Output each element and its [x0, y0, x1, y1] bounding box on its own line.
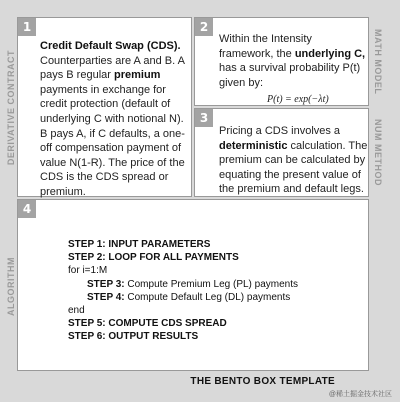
step-5: STEP 5: COMPUTE CDS SPREAD: [68, 318, 227, 330]
step-1: STEP 1: INPUT PARAMETERS: [68, 239, 211, 250]
side-label-derivative-contract: DERIVATIVE CONTRACT: [6, 50, 16, 166]
box1-line: payments in exchange for: [40, 83, 166, 96]
box3-line: deterministic calculation. The: [219, 139, 368, 152]
box3-line: Pricing a CDS involves a: [219, 125, 341, 137]
box1-line: premium.: [40, 185, 86, 198]
box1-title: Credit Default Swap (CDS).: [40, 40, 181, 52]
box1-line: value N(1-R). The price of the: [40, 156, 185, 169]
step-3: STEP 3: Compute Premium Leg (PL) payments: [87, 278, 299, 290]
box-algorithm: [6, 199, 369, 371]
box2-line: has a survival probability P(t): [219, 62, 361, 75]
box-number: 1: [18, 18, 36, 36]
box2-text: [219, 32, 369, 90]
loop-end: end: [68, 305, 85, 317]
box-derivative-contract: [6, 17, 192, 198]
side-label-math-model: MATH MODEL: [373, 28, 383, 95]
algorithm-steps: [68, 238, 358, 344]
box3-line: equating the present value of: [219, 168, 361, 181]
box1-line: Counterparties are A and B. A: [40, 54, 185, 67]
box-number: 3: [195, 109, 213, 127]
step-6: STEP 6: OUTPUT RESULTS: [68, 331, 199, 343]
box-math-model: [194, 17, 369, 106]
survival-probability-formula: P(t) = exp(−λt): [267, 94, 329, 105]
side-label-num-method: NUM METHOD: [373, 119, 383, 186]
box1-line: B pays A, if C defaults, a one-: [40, 127, 185, 140]
box2-line: given by:: [219, 76, 264, 89]
box3-text: [219, 124, 369, 197]
box3-line: the premium and default legs.: [219, 183, 364, 196]
box-num-method: [194, 108, 369, 197]
box3-line: premium can be calculated by: [219, 154, 366, 167]
step-2: STEP 2: LOOP FOR ALL PAYMENTS: [68, 252, 239, 264]
box1-text: [40, 39, 192, 200]
watermark: @稀土掘金技术社区: [328, 391, 392, 398]
box2-line: framework, the underlying C,: [219, 47, 366, 60]
box1-line: off compensation payment of: [40, 142, 182, 155]
box1-line: pays B regular premium: [40, 69, 161, 82]
box1-line: CDS is the CDS spread or: [40, 171, 169, 184]
box1-line: credit protection (default of: [40, 98, 171, 111]
loop-header: for i=1:M: [68, 265, 108, 277]
side-label-algorithm: ALGORITHM: [6, 256, 16, 316]
box2-line: Within the Intensity: [219, 33, 312, 45]
box1-line: underlying C with notional N).: [40, 112, 184, 125]
step-4: STEP 4: Compute Default Leg (DL) payments: [87, 291, 291, 303]
box-number: 4: [18, 200, 36, 218]
template-title: THE BENTO BOX TEMPLATE: [190, 376, 335, 387]
box-number: 2: [195, 18, 213, 36]
